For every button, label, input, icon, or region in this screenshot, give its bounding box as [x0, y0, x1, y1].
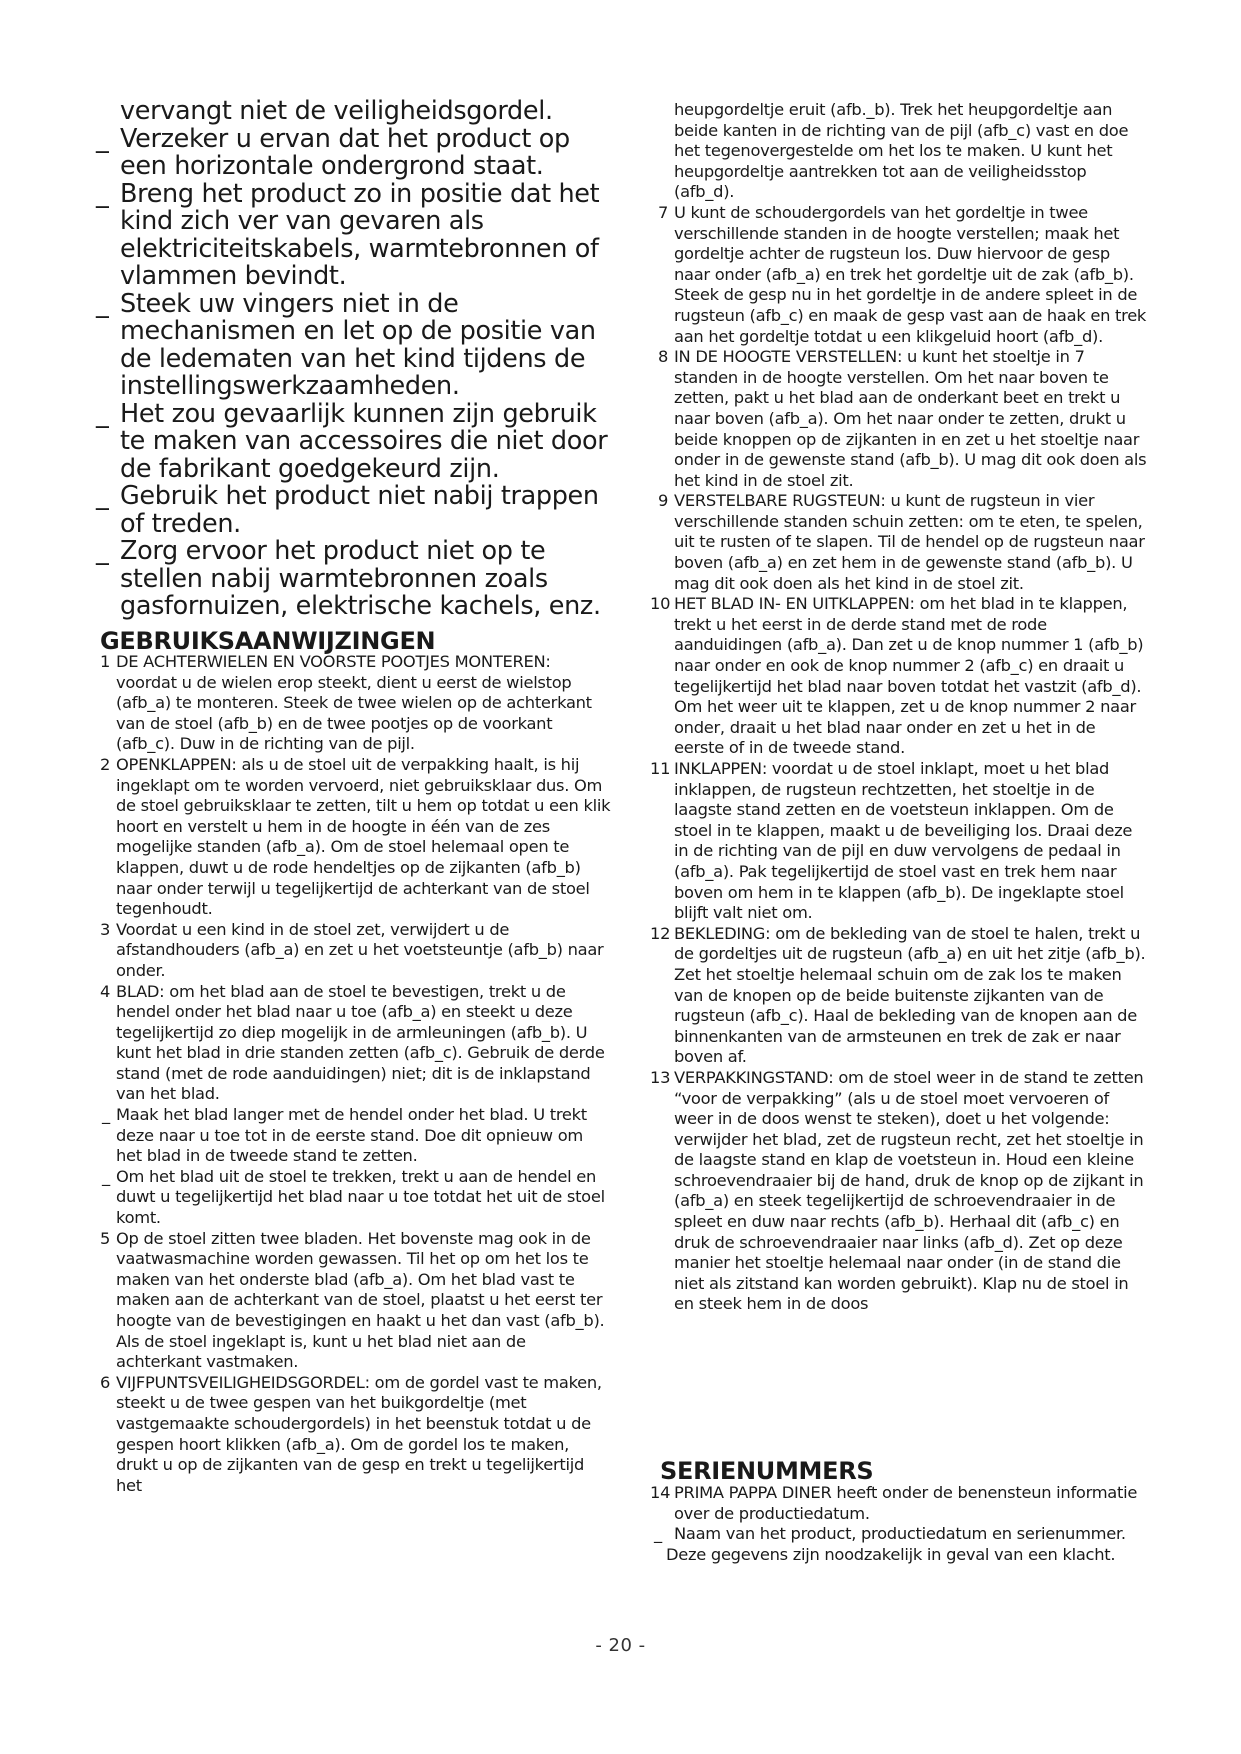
page-number: - 20 - — [595, 1635, 646, 1656]
safety-warnings — [92, 98, 612, 621]
warning-item: _ Zorg ervoor het product niet op te stellen nabij warmtebronnen zoals gasfornuizen, elektrische kachels, enz. — [96, 536, 601, 621]
warning-item: _ Breng het product zo in positie dat het kind zich ver van gevaren als elektriciteitskabels, warmtebronnen of vlammen bevindt. — [96, 178, 600, 291]
list-item: 10 HET BLAD IN- EN UITKLAPPEN: om het blad in te klappen, trekt u het eerst in de derde stand met de rode aanduidingen (afb_a). Dan zet u de knop nummer 1 (afb_b) naar onder en ook de knop nummer 2 (afb_c) en draait u tegelijkertijd het blad naar boven totdat het vastzit (afb_d). Om het weer uit te klappen, zet u de knop nummer 2 naar onder, draait u het blad naar onder en zet u het in de eerste of in de tweede stand. — [650, 594, 1144, 758]
sub-item: _ Naam van het product, productiedatum en serienummer. — [654, 1524, 1126, 1544]
sub-item: _ Om het blad uit de stoel te trekken, trekt u aan de hendel en duwt u tegelijkertijd het blad naar u toe totdat het uit de stoel komt. — [102, 1166, 605, 1228]
list-item: 14 PRIMA PAPPA DINER heeft onder de benensteun informatie over de productiedatum. — [650, 1483, 1138, 1523]
list-item: 3 Voordat u een kind in de stoel zet, verwijdert u de afstandhouders (afb_a) en zet u het voetsteuntje (afb_b) naar onder. — [100, 919, 604, 980]
list-item: 7 U kunt de schoudergordels van het gordeltje in twee verschillende standen in de hoogte verstellen; maak het gordeltje achter de rugsteun los. Duw hiervoor de gesp naar onder (afb_a) en trek het gordeltje uit de zak (afb_b). Steek de gesp nu in het gordeltje in de andere spleet in de rugsteun (afb_c) en maak de gesp vast aan de haak en trek aan het gordeltje totdat u een klikgeluid hoort (afb_d). — [658, 202, 1147, 346]
list-item: 13 VERPAKKINGSTAND: om de stoel weer in de stand te zetten “voor de verpakking” (als u de stoel moet vervoeren of weer in de doos wenst te steken), doet u het volgende: verwijder het blad, zet de rugsteun recht, zet het stoeltje in de laagste stand en klap de voetsteun in. Houd een kleine schroevendraaier bij de hand, druk de knop op de zijkant in (afb_a) en steek tegelijkertijd de schroevendraaier in de spleet en duw naar rechts (afb_b). Herhaal dit (afb_c) en druk de schroevendraaier naar links (afb_d). Zet op deze manier het stoeltje helemaal naar onder (in de stand die niet als zitstand kan worden gebruikt). Klap nu de stoel in en steek hem in de doos — [650, 1067, 1144, 1314]
list-item: 4 BLAD: om het blad aan de stoel te bevestigen, trekt u de hendel onder het blad naar u toe (afb_a) en steekt u deze tegelijkertijd zo diep mogelijk in de armleuningen (afb_b). U kunt het blad in drie standen zetten (afb_c). Gebruik de derde stand (met de rode aanduidingen) niet; dit is de inklapstand van het blad. — [100, 981, 605, 1104]
warning-item: _ Gebruik het product niet nabij trappen of treden. — [96, 481, 599, 539]
warning-item: _ Verzeker u ervan dat het product op een horizontale ondergrond staat. — [96, 123, 570, 181]
section-heading-serial: SERIENUMMERS — [660, 1457, 874, 1485]
sub-item: _ Maak het blad langer met de hendel onder het blad. U trekt deze naar u toe tot in de eerste stand. Doe dit opnieuw om het blad in de tweede stand te zetten. — [102, 1105, 587, 1166]
list-item-continuation: heupgordeltje eruit (afb._b). Trek het heupgordeltje aan beide kanten in de richting van de pijl (afb_c) vast en doe het tegenovergestelde om het los te maken. U kunt het heupgordeltje aantrekken tot aan de veiligheidsstop (afb_d). — [674, 100, 1129, 202]
instructions-list — [92, 652, 612, 1496]
list-item: 1 DE ACHTERWIELEN EN VOORSTE POOTJES MONTEREN: voordat u de wielen erop steekt, dient u eerst de wielstop (afb_a) te monteren. Steek de twee wielen op de achterkant van de stoel (afb_b) en de twee pootjes op de voorkant (afb_c). Duw in de richting van de pijl. — [100, 652, 592, 754]
instructions-list-continued — [650, 100, 1150, 1315]
warning-continuation: vervangt niet de veiligheidsgordel. — [120, 96, 553, 126]
serial-note: Deze gegevens zijn noodzakelijk in geval van een klacht. — [666, 1544, 1116, 1564]
list-item: 11 INKLAPPEN: voordat u de stoel inklapt, moet u het blad inklappen, de rugsteun rechtzetten, het stoeltje in de laagste stand zetten en de voetsteun inklappen. Om de stoel in te klappen, maakt u de beveiliging los. Draai deze in de richting van de pijl en duw vervolgens de pedaal in (afb_a). Pak tegelijkertijd de stoel vast en trek hem naar boven om hem in te klappen (afb_b). De ingeklapte stoel blijft valt niet om. — [650, 759, 1133, 923]
list-item: 9 VERSTELBARE RUGSTEUN: u kunt de rugsteun in vier verschillende standen schuin zetten: om te eten, te spelen, uit te rusten of te slapen. Til de hendel op de rugsteun naar boven (afb_a) en zet hem in de gewenste stand (afb_b). U mag dit ook doen als het kind in de stoel zit. — [658, 491, 1145, 593]
serial-list — [650, 1483, 1150, 1565]
warning-item: _ Het zou gevaarlijk kunnen zijn gebruik te maken van accessoires die niet door de fabrikant goedgekeurd zijn. — [96, 398, 608, 484]
list-item: 6 VIJFPUNTSVEILIGHEIDSGORDEL: om de gordel vast te maken, steekt u de twee gespen van het buikgordeltje (met vastgemaakte schoudergordels) in het beenstuk totdat u de gespen hoort klikken (afb_a). Om de gordel los te maken, drukt u op de zijkanten van de gesp en trekt u tegelijkertijd het — [100, 1372, 602, 1495]
list-item: 12 BEKLEDING: om de bekleding van de stoel te halen, trekt u de gordeltjes uit de rugsteun (afb_a) en uit het zitje (afb_b). Zet het stoeltje helemaal schuin om de zak los te maken van de knopen op de beide buitenste zijkanten van de rugsteun (afb_c). Haal de bekleding van de knopen aan de binnenkanten van de armsteunen en trek de zak er naar boven af. — [650, 923, 1146, 1067]
list-item: 5 Op de stoel zitten twee bladen. Het bovenste mag ook in de vaatwasmachine worden gewassen. Til het op om het los te maken van het onderste blad (afb_a). Om het blad vast te maken aan de achterkant van de stoel, plaatst u het eerst ter hoogte van de bevestigingen en haakt u het dan vast (afb_b). Als de stoel ingeklapt is, kunt u het blad niet aan de achterkant vastmaken. — [100, 1228, 605, 1372]
warning-item: _ Steek uw vingers niet in de mechanismen en let op de positie van de ledematen van het kind tijdens de instellingswerkzaamheden. — [96, 288, 596, 401]
section-heading-instructions: GEBRUIKSAANWIJZINGEN — [100, 627, 436, 655]
list-item: 2 OPENKLAPPEN: als u de stoel uit de verpakking haalt, is hij ingeklapt om te worden vervoerd, niet gebruiksklaar dus. Om de stoel gebruiksklaar te zetten, tilt u hem op totdat u een klik hoort en verstelt u hem in de hoogte in één van de zes mogelijke standen (afb_a). Om de stoel helemaal open te klappen, duwt u de rode hendeltjes op de zijkanten (afb_b) naar onder terwijl u tegelijkertijd de achterkant van de stoel tegenhoudt. — [100, 754, 611, 919]
list-item: 8 IN DE HOOGTE VERSTELLEN: u kunt het stoeltje in 7 standen in de hoogte verstellen. Om het naar boven te zetten, pakt u het blad aan de onderkant beet en trekt u naar boven (afb_a). Om het naar onder te zetten, drukt u beide knoppen op de zijkanten in en zet u het stoeltje naar onder in de gewenste stand (afb_b). U mag dit ook doen als het kind in de stoel zit. — [658, 347, 1147, 490]
